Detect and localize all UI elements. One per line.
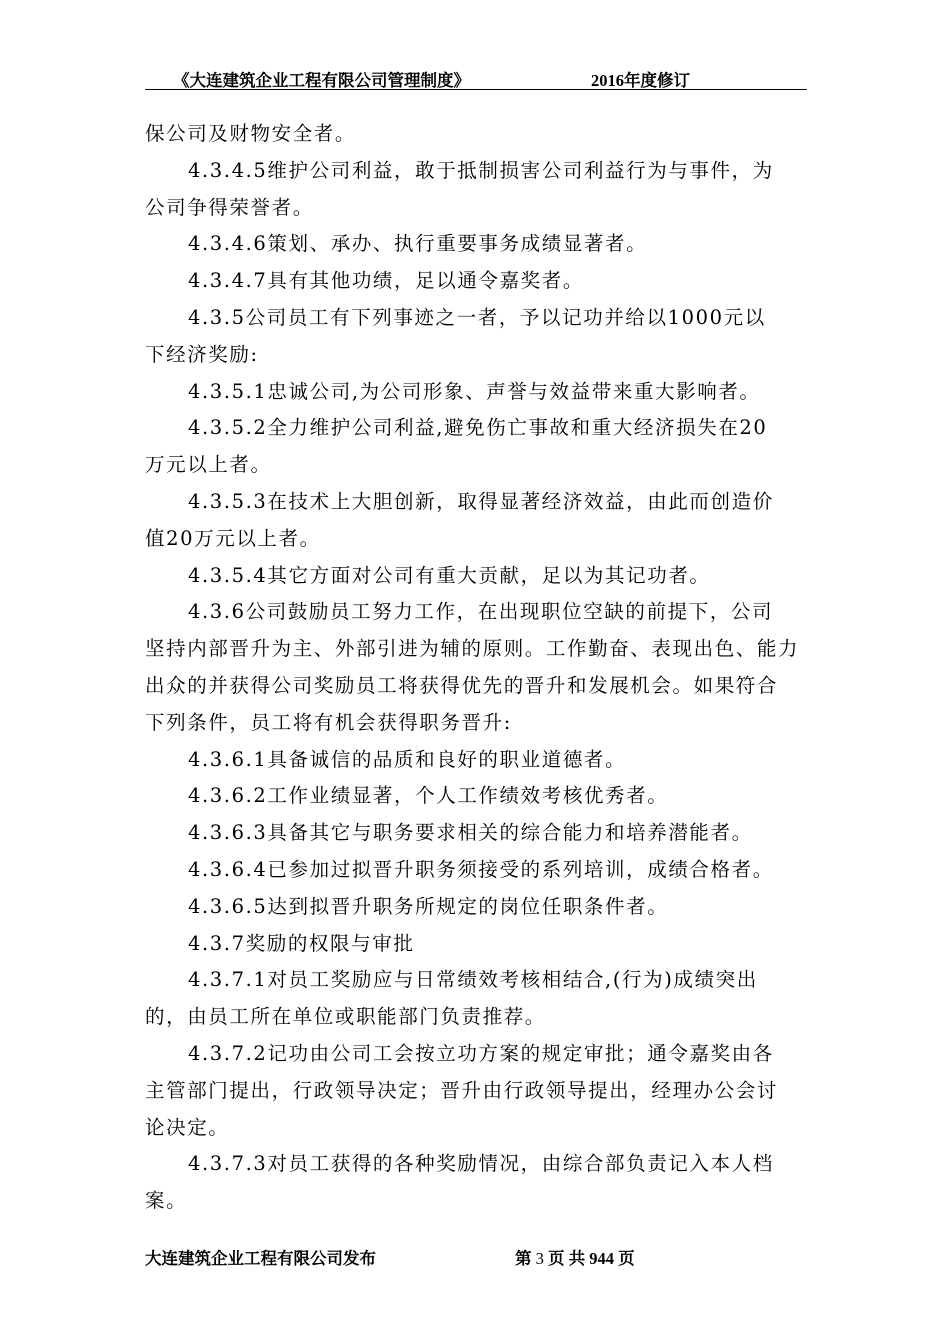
paragraph-line: 4.3.6.4已参加过拟晋升职务须接受的系列培训，成绩合格者。 [188, 857, 774, 881]
page-header [145, 63, 807, 90]
page-footer [145, 1245, 807, 1271]
paragraph-line: 4.3.7奖励的权限与审批 [188, 931, 415, 955]
paragraph-line: 案。 [145, 1189, 188, 1213]
paragraph-line: 4.3.7.3对员工获得的各种奖励情况，由综合部负责记入本人档 [188, 1152, 774, 1176]
paragraph-line: 出众的并获得公司奖励员工将获得优先的晋升和发展机会。如果符合 [145, 673, 779, 697]
paragraph-line: 论决定。 [145, 1115, 230, 1139]
paragraph-line: 4.3.7.2记功由公司工会按立功方案的规定审批；通令嘉奖由各 [188, 1041, 774, 1065]
paragraph-line: 公司争得荣誉者。 [145, 195, 314, 219]
paragraph-line: 4.3.6.5达到拟晋升职务所规定的岗位任职条件者。 [188, 894, 669, 918]
paragraph-line: 4.3.4.7具有其他功绩，足以通令嘉奖者。 [188, 269, 584, 293]
paragraph-line: 4.3.6公司鼓励员工努力工作，在出现职位空缺的前提下，公司 [188, 600, 774, 624]
page-number [515, 1245, 635, 1269]
paragraph-line: 下列条件，员工将有机会获得职务晋升: [145, 710, 512, 734]
paragraph-line: 主管部门提出，行政领导决定；晋升由行政领导提出，经理办公会讨 [145, 1078, 779, 1102]
publisher-label: 大连建筑企业工程有限公司发布 [145, 1249, 376, 1268]
paragraph-line: 4.3.5.1忠诚公司,为公司形象、声誉与效益带来重大影响者。 [188, 379, 761, 403]
page-middle: 页 共 [548, 1249, 586, 1268]
paragraph-line: 4.3.5公司员工有下列事迹之一者，予以记功并给以1000元以 [188, 305, 766, 329]
page-suffix: 页 [618, 1249, 635, 1268]
paragraph-line: 4.3.4.5维护公司利益，敢于抵制损害公司利益行为与事件，为 [188, 158, 774, 182]
paragraph-line: 4.3.6.2工作业绩显著，个人工作绩效考核优秀者。 [188, 784, 669, 808]
paragraph-line: 的，由员工所在单位或职能部门负责推荐。 [145, 1005, 546, 1029]
total-pages: 944 [589, 1249, 614, 1268]
paragraph-line: 4.3.6.3具备其它与职务要求相关的综合能力和培养潜能者。 [188, 821, 753, 845]
paragraph-line: 4.3.7.1对员工奖励应与日常绩效考核相结合,(行为)成绩突出 [188, 968, 758, 992]
page-prefix: 第 [515, 1249, 532, 1268]
paragraph-line: 值20万元以上者。 [145, 526, 321, 550]
paragraph-line: 下经济奖励: [145, 342, 259, 366]
paragraph-line: 万元以上者。 [145, 453, 272, 477]
paragraph-line: 4.3.4.6策划、承办、执行重要事务成绩显著者。 [188, 232, 648, 256]
paragraph-line: 4.3.5.2全力维护公司利益,避免伤亡事故和重大经济损失在20 [188, 416, 768, 440]
paragraph-line: 4.3.5.4其它方面对公司有重大贡献，足以为其记功者。 [188, 563, 711, 587]
paragraph-line: 4.3.6.1具备诚信的品质和良好的职业道德者。 [188, 747, 627, 771]
paragraph-line: 保公司及财物安全者。 [145, 122, 357, 145]
document-title: 《大连建筑企业工程有限公司管理制度》 [173, 71, 470, 90]
current-page: 3 [535, 1249, 544, 1268]
body-text [145, 116, 807, 1220]
paragraph-line: 坚持内部晋升为主、外部引进为辅的原则。工作勤奋、表现出色、能力 [145, 637, 800, 661]
revision-label: 2016年度修订 [591, 71, 690, 90]
paragraph-line: 4.3.5.3在技术上大胆创新，取得显著经济效益，由此而创造价 [188, 489, 774, 513]
